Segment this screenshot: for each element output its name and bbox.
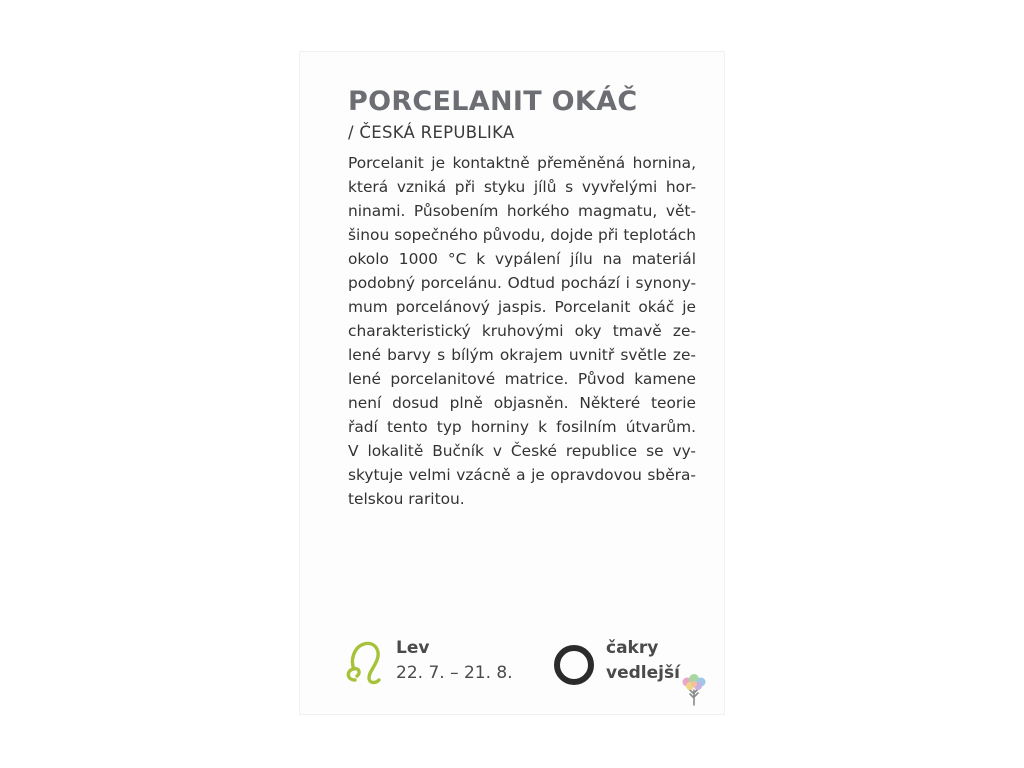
zodiac-name: Lev	[396, 638, 430, 658]
description-line: šinou sopečného původu, dojde při teplotách	[348, 226, 696, 244]
description-line: řadí tento typ horniny k fosilním útvarům.	[348, 418, 696, 436]
stone-info-card	[300, 52, 724, 714]
description-line: podobný porcelánu. Odtud pochází i synony-	[348, 274, 696, 292]
description-line: která vzniká při styku jílů s vyvřelými hor-	[348, 178, 696, 196]
description-line: lené barvy s bílým okrajem uvnitř světle ze-	[348, 346, 696, 364]
description-line: Porcelanit je kontaktně přeměněná hornina,	[348, 154, 696, 172]
chakra-label-line2: vedlejší	[606, 663, 680, 683]
card-subtitle: / ČESKÁ REPUBLIKA	[348, 123, 515, 142]
tree-logo-icon	[678, 672, 710, 706]
leo-sign-icon	[344, 638, 386, 686]
description-line: lené porcelanitové matrice. Původ kamene	[348, 370, 696, 388]
description-line: není dosud plně objasněn. Některé teorie	[348, 394, 696, 412]
card-title: PORCELANIT OKÁČ	[348, 86, 638, 117]
description-line: telskou raritou.	[348, 490, 465, 508]
description-line: skytuje velmi vzácně a je opravdovou sběra-	[348, 466, 696, 484]
zodiac-dates: 22. 7. – 21. 8.	[396, 663, 513, 683]
description-line: mum porcelánový jaspis. Porcelanit okáč je	[348, 298, 696, 316]
chakra-label-line1: čakry	[606, 638, 659, 658]
ring-icon	[554, 645, 594, 685]
description-line: V lokalitě Bučník v České republice se vy-	[348, 442, 696, 460]
description-text	[348, 151, 696, 511]
description-line: okolo 1000 °C k vypálení jílu na materiál	[348, 250, 696, 268]
description-line: ninami. Působením horkého magmatu, vět-	[348, 202, 696, 220]
description-line: charakteristický kruhovými oky tmavě ze-	[348, 322, 696, 340]
